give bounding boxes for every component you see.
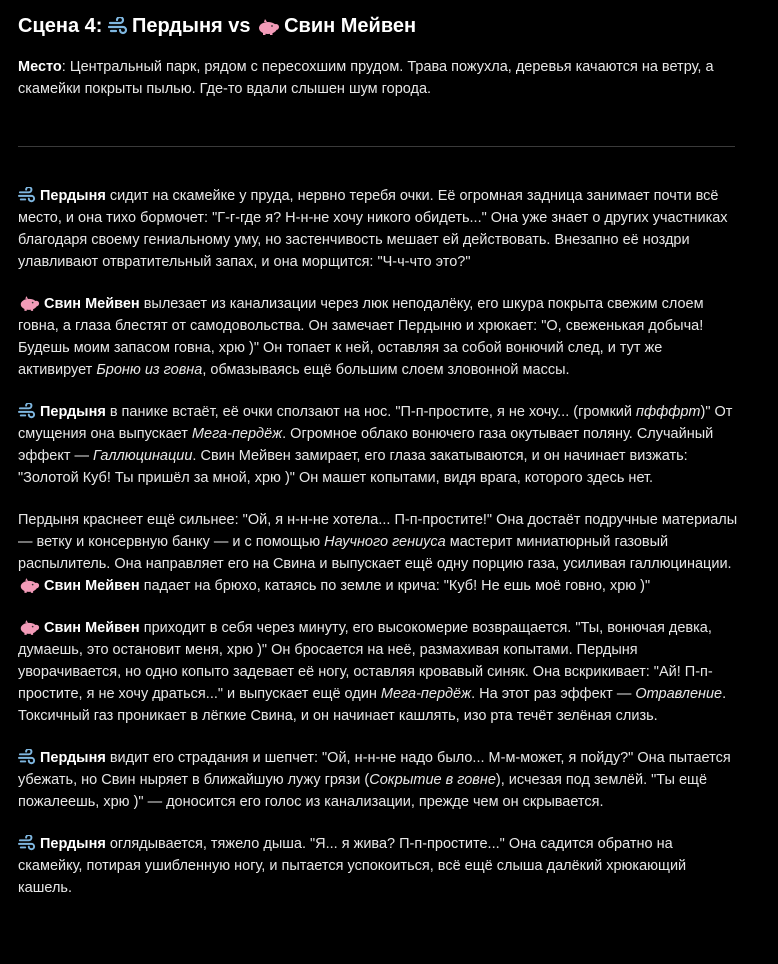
paragraph-text: , обмазываясь ещё большим слоем зловонной массы. bbox=[202, 362, 570, 378]
paragraph-1 bbox=[18, 185, 738, 273]
wind-icon bbox=[18, 835, 36, 851]
paragraph-7 bbox=[18, 833, 738, 899]
divider bbox=[18, 146, 735, 147]
paragraph-text: сидит на скамейке у пруда, нервно теребя очки. Её огромная задница занимает почти всё место, и она тихо бормочет: "Г-г-где я? Н-н-не хочу никого обидеть..." Она уже знает о других участниках благодаря своему гениальному уму, но застенчивость мешает ей действовать. Внезапно её ноздри улавливают отвратительный запах, и она морщится: "Ч-ч-что это?" bbox=[18, 188, 728, 270]
location-paragraph bbox=[18, 56, 738, 100]
speaker-name: Свин Мейвен bbox=[44, 578, 140, 594]
paragraph-5 bbox=[18, 617, 738, 727]
paragraph-text: приходит в себя через минуту, его высокомерие возвращается. "Ты, вонючая девка, думаешь, это остановит меня, хрю )" Он бросается на неё, размахивая копытами. Пердыня уворачивается, но одно копыто задевает её ногу, оставляя кровавый синяк. Она вскрикивает: "Ай! П-п-простите, я не хочу драться..." и выпускает ещё один bbox=[18, 620, 713, 702]
paragraph-6 bbox=[18, 747, 738, 813]
scene-vs: vs bbox=[228, 15, 251, 37]
scene-prefix: Сцена 4: bbox=[18, 15, 103, 37]
wind-icon bbox=[18, 187, 36, 203]
wind-icon bbox=[108, 17, 128, 35]
scene-name-svin: Свин Мейвен bbox=[284, 15, 417, 37]
paragraph-text: падает на брюхо, катаясь по земле и крича: "Куб! Не ешь моё говно, хрю )" bbox=[139, 578, 651, 594]
ability-name: Научного гениуса bbox=[324, 534, 446, 550]
paragraph-text: . Свин Мейвен замирает, его глаза закатываются, и он начинает визжать: "Золотой Куб! Ты пришёл за мной, хрю )" Он машет копытами, видя врага, которого здесь нет. bbox=[18, 448, 688, 486]
speaker-name: Пердыня bbox=[40, 404, 106, 420]
pig-icon bbox=[18, 296, 40, 311]
pig-icon bbox=[256, 19, 280, 35]
effect-name: Отравление bbox=[635, 686, 723, 702]
paragraph-text: в панике встаёт, её очки сползают на нос. "П-п-простите, я не хочу... (громкий bbox=[105, 404, 637, 420]
paragraph-text: оглядывается, тяжело дыша. "Я... я жива? П-п-простите..." Она садится обратно на скамейку, потирая ушибленную ногу, и пытается успокоиться, всё ещё слыша далёкий хрюкающий кашель. bbox=[18, 836, 687, 896]
paragraph-text: вылезает из канализации через люк неподалёку, его шкура покрыта свежим слоем говна, а глаза блестят от самодовольства. Он замечает Пердыню и хрюкает: "О, свеженькая добыча! Будешь моим запасом говна, хрю )" Он топает к ней, оставляя за собой вонючий след, и тут же активирует bbox=[18, 296, 704, 378]
speaker-name: Пердыня bbox=[40, 836, 106, 852]
location-label: Место bbox=[18, 59, 62, 75]
emphasis: пфффрт bbox=[636, 404, 701, 420]
paragraph-text: . На этот раз эффект — bbox=[471, 686, 636, 702]
paragraph-text: видит его страдания и шепчет: "Ой, н-н-не надо было... М-м-может, я пойду?" Она пытается убежать, но Свин ныряет в ближайшую лужу грязи ( bbox=[18, 750, 731, 788]
paragraph-text: . Токсичный газ проникает в лёгкие Свина, и он начинает кашлять, изо рта течёт зелёная слизь. bbox=[18, 686, 727, 724]
paragraph-text: )" От смущения она выпускает bbox=[18, 404, 733, 442]
paragraph-text: ), исчезая под землёй. "Ты ещё пожалеешь, хрю )" — доносится его голос из канализации, прежде чем он скрывается. bbox=[18, 772, 708, 810]
speaker-name: Свин Мейвен bbox=[44, 296, 140, 312]
ability-name: Сокрытие в говне bbox=[369, 772, 496, 788]
scene-title bbox=[18, 12, 738, 40]
pig-icon bbox=[18, 578, 40, 593]
ability-name: Мега-пердёж bbox=[380, 686, 472, 702]
wind-icon bbox=[18, 749, 36, 765]
speaker-name: Пердыня bbox=[40, 750, 106, 766]
wind-icon bbox=[18, 403, 36, 419]
scene-name-perdynya: Пердыня bbox=[131, 15, 223, 37]
speaker-name: Пердыня bbox=[40, 188, 106, 204]
ability-name: Броню из говна bbox=[96, 362, 203, 378]
pig-icon bbox=[18, 620, 40, 635]
paragraph-text: Пердыня краснеет ещё сильнее: "Ой, я н-н-не хотела... П-п-простите!" Она достаёт подручные материалы — ветку и консервную банку — и с помощью bbox=[18, 512, 738, 550]
location-text: : Центральный парк, рядом с пересохшим прудом. Трава пожухла, деревья качаются на ветру, а скамейки покрыты пылью. Где-то вдали слышен шум города. bbox=[18, 59, 714, 97]
paragraph-3 bbox=[18, 401, 738, 489]
speaker-name: Свин Мейвен bbox=[44, 620, 140, 636]
effect-name: Галлюцинации bbox=[93, 448, 193, 464]
ability-name: Мега-пердёж bbox=[191, 426, 283, 442]
paragraph-4 bbox=[18, 509, 738, 597]
paragraph-text: . Огромное облако вонючего газа окутывает поляну. Случайный эффект — bbox=[18, 426, 714, 464]
paragraph-2 bbox=[18, 293, 738, 381]
paragraph-text: мастерит миниатюрный газовый распылитель. Она направляет его на Свина и выпускает ещё одну порцию газа, усиливая галлюцинации. bbox=[18, 534, 732, 572]
